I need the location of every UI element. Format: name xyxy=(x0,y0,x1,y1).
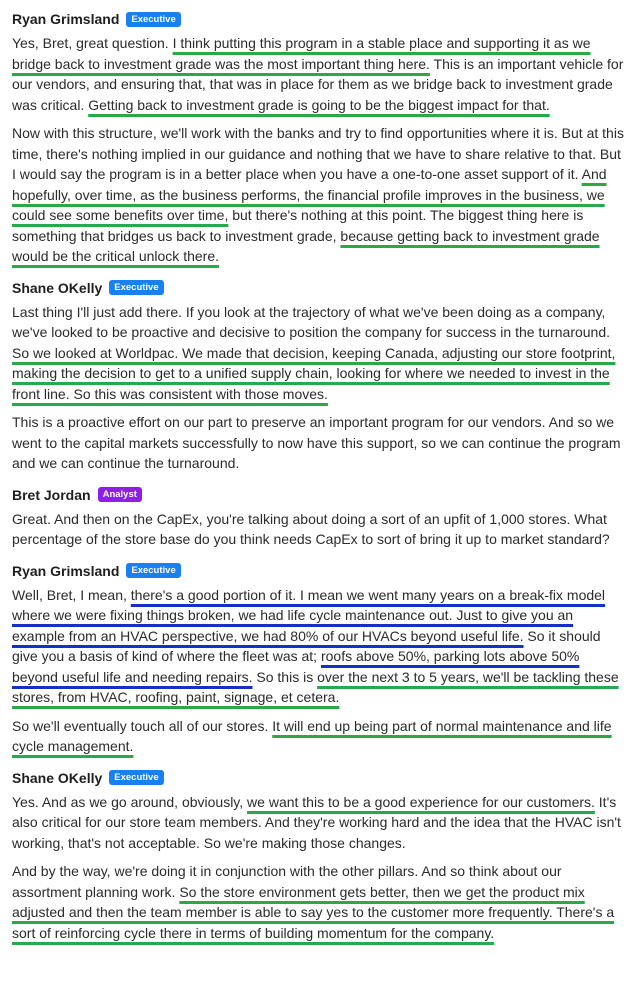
speaker-name: Shane OKelly xyxy=(12,769,103,786)
highlight-green: Getting back to investment grade is going to be the biggest impact for that. xyxy=(88,96,550,113)
transcript-paragraph xyxy=(12,792,625,854)
highlight-green: we want this to be a good experience for our customers. xyxy=(247,793,595,810)
highlight-green: So the store environment gets better, then we get the product mix adjusted and then the team member is able to say yes to the customer more frequently. There's a sort of reinforcing cycle there in terms of building momentum for the company. xyxy=(12,883,615,941)
text-segment: It's also critical for our store team members. And they're working hard and the idea that the HVAC isn't working, that's not acceptable. So we're making those changes. xyxy=(12,793,621,851)
role-badge: Executive xyxy=(126,563,180,578)
text-segment: Well, Bret, I mean, xyxy=(12,586,131,603)
speaker-header xyxy=(12,560,625,582)
transcript-paragraph xyxy=(12,302,625,405)
speaker-header xyxy=(12,484,625,506)
transcript-block xyxy=(12,767,625,944)
transcript-paragraph xyxy=(12,861,625,943)
text-segment: Yes, Bret, great question. xyxy=(12,35,173,51)
text-segment: Last thing I'll just add there. If you look at the trajectory of what we've been doing as a company, we've looked to be proactive and decisive to position the company for success in the turnaround. xyxy=(12,303,611,340)
role-badge: Executive xyxy=(109,280,163,295)
transcript-paragraph xyxy=(12,716,625,757)
speaker-name: Ryan Grimsland xyxy=(12,562,120,579)
highlight-green: And hopefully, over time, as the business performs, the financial profile improves in the business, we could see some benefits over time, xyxy=(12,166,607,223)
highlight-blue: roofs above 50%, parking lots above 50% beyond useful life and needing repairs. xyxy=(12,648,580,685)
text-segment: This is a proactive effort on our part to preserve an important program for our vendors. And so we went to the capital markets successfully to now have this support, so we can continue the program and we can continue the turnaround. xyxy=(12,414,621,471)
highlight-green: because getting back to investment grade would be the critical unlock there. xyxy=(12,227,600,264)
speaker-header xyxy=(12,8,625,30)
text-segment: but there's nothing at this point. The biggest thing here is something that bridges us back to investment grade, xyxy=(12,207,584,244)
highlight-green: over the next 3 to 5 years, we'll be tackling these stores, from HVAC, roofing, paint, signage, et cetera. xyxy=(12,668,619,705)
text-segment: So this is xyxy=(252,668,318,685)
transcript-paragraph xyxy=(12,123,625,267)
transcript-block xyxy=(12,484,625,550)
role-badge: Analyst xyxy=(98,487,142,502)
speaker-header xyxy=(12,277,625,299)
text-segment: Great. And then on the CapEx, you're talking about doing a sort of an upfit of 1,000 stores. What percentage of the store base do you think needs CapEx to sort of bring it up to market standard? xyxy=(12,510,610,547)
highlight-green: So we looked at Worldpac. We made that decision, keeping Canada, adjusting our store footprint, making the decision to get to a unified supply chain, looking for where we needed to invest in the front line. So this was consistent with those moves. xyxy=(12,344,616,402)
speaker-header xyxy=(12,767,625,789)
highlight-blue: there's a good portion of it. I mean we went many years on a break-fix model where we were fixing things broken, we had life cycle maintenance out. Just to give you an example from an HVAC perspective, we had 80% of our HVACs beyond useful life. xyxy=(12,586,606,644)
role-badge: Executive xyxy=(109,770,163,785)
text-segment: So it should give you a basis of kind of where the fleet was at; xyxy=(12,627,601,664)
text-segment: Yes. And as we go around, obviously, xyxy=(12,793,248,810)
speaker-name: Ryan Grimsland xyxy=(12,11,120,27)
speaker-name: Bret Jordan xyxy=(12,486,91,503)
text-segment: This is an important vehicle for our vendors, and ensuring that, that was in place for them as we bridge back to investment grade was critical. xyxy=(12,55,624,113)
transcript-paragraph xyxy=(12,33,625,115)
highlight-green: It will end up being part of normal maintenance and life cycle management. xyxy=(12,717,612,754)
transcript-block xyxy=(12,277,625,474)
text-segment: Now with this structure, we'll work with the banks and try to find opportunities where it is. But at this time, there's nothing implied in our guidance and nothing that we have to share relative to that. But I would say the program is in a better place when you have a one-to-one asset support of it. xyxy=(12,125,624,182)
transcript-block xyxy=(12,560,625,757)
text-segment: And by the way, we're doing it in conjunction with the other pillars. And so think about our assortment planning work. xyxy=(12,863,562,900)
role-badge: Executive xyxy=(126,12,180,27)
transcript-paragraph xyxy=(12,585,625,708)
text-segment: So we'll eventually touch all of our stores. xyxy=(12,717,273,734)
transcript-block xyxy=(12,8,625,267)
transcript-paragraph xyxy=(12,509,625,550)
speaker-name: Shane OKelly xyxy=(12,279,103,296)
highlight-green: I think putting this program in a stable place and supporting it as we bridge back to investment grade was the most important thing here. xyxy=(12,35,591,72)
transcript-paragraph xyxy=(12,412,625,474)
